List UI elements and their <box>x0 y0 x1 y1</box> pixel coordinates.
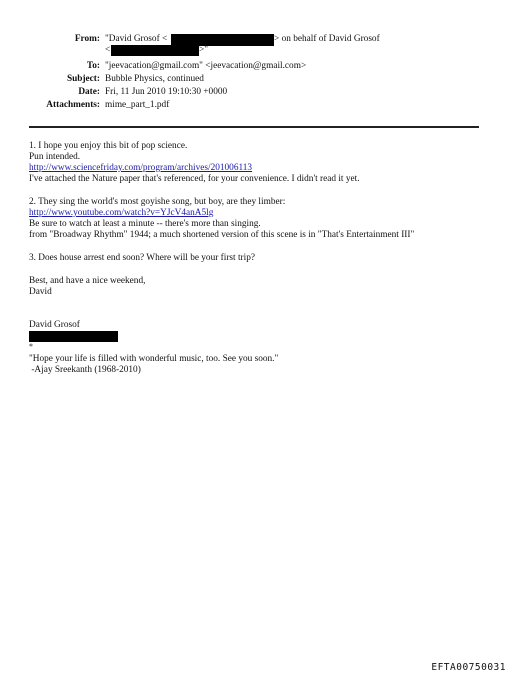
sciencefriday-link[interactable]: http://www.sciencefriday.com/program/archives/201006113 <box>29 163 253 173</box>
attachments-label: Attachments: <box>46 100 100 110</box>
redaction-box <box>29 331 118 342</box>
bates-number: EFTA00750031 <box>431 662 506 673</box>
body-line: I've attached the Nature paper that's referenced, for your convenience. I didn't read it yet. <box>29 174 360 184</box>
date-value: Fri, 11 Jun 2010 19:10:30 +0000 <box>105 87 228 97</box>
date-label: Date: <box>78 87 100 97</box>
youtube-link[interactable]: http://www.youtube.com/watch?v=YJcV4anA5lg <box>29 208 214 218</box>
body-line: 3. Does house arrest end soon? Where will be your first trip? <box>29 253 255 263</box>
signature-attribution: -Ajay Sreekanth (1968-2010) <box>29 365 141 375</box>
body-line: 1. I hope you enjoy this bit of pop science. <box>29 141 188 151</box>
to-value: "jeevacation@gmail.com" <jeevacation@gmail.com> <box>105 61 307 71</box>
from-label: From: <box>74 34 100 44</box>
from-continuation-end: >" <box>199 45 209 55</box>
header-divider <box>29 126 479 128</box>
body-line: from "Broadway Rhythm" 1944; a much shortened version of this scene is in "That's Entertainment III" <box>29 230 415 240</box>
body-line: Pun intended. <box>29 152 81 162</box>
from-value-end: > on behalf of David Grosof <box>274 34 380 44</box>
body-line: Be sure to watch at least a minute -- there's more than singing. <box>29 219 261 229</box>
subject-value: Bubble Physics, continued <box>105 74 204 84</box>
closing-line: Best, and have a nice weekend, <box>29 276 146 286</box>
redaction-box <box>111 45 199 56</box>
subject-label: Subject: <box>66 74 100 84</box>
from-value-start: "David Grosof < <box>105 34 168 44</box>
attachment-filename: mime_part_1.pdf <box>105 100 170 110</box>
signature-name: David Grosof <box>29 320 80 330</box>
from-continuation-start: < <box>105 45 111 55</box>
closing-name: David <box>29 287 52 297</box>
to-label: To: <box>86 61 100 71</box>
signature-bullet: * <box>29 342 33 351</box>
body-line: 2. They sing the world's most goyishe song, but boy, are they limber: <box>29 197 286 207</box>
signature-quote: "Hope your life is filled with wonderful music, too. See you soon." <box>29 354 279 364</box>
